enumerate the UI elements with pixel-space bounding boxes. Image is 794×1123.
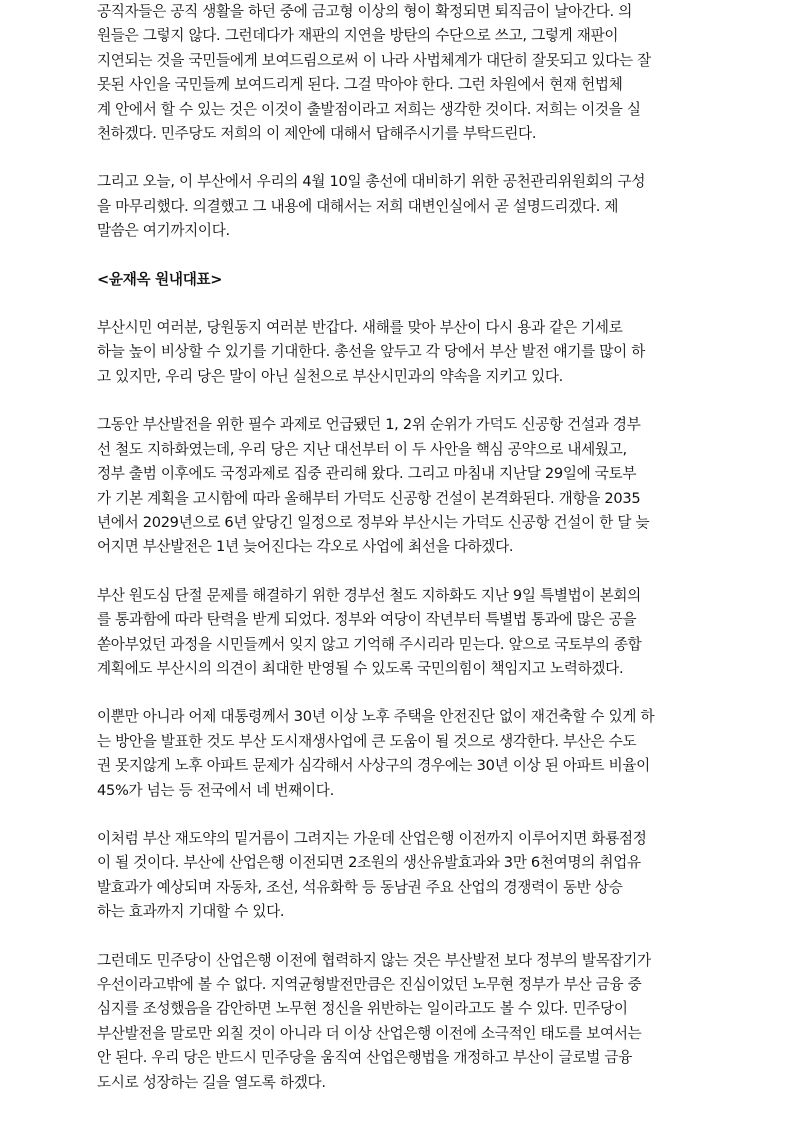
paragraph-gap: [97, 292, 702, 316]
paragraph-railway-underground: 부산 원도심 단절 문제를 해결하기 위한 경부선 철도 지하화도 지난 9일 특별법이 본회의 를 통과함에 따라 탄력을 받게 되었다. 정부와 여당이 작년부터 특별법 통과에 많은 공을 쏟아부었던 과정을 시민들께서 잊지 않고 기억해 주시리라 믿는다. 앞으로 국토부의 종합 계획에도 부산시의 의견이 최대한 반영될 수 있도록 국민의힘이 책임지고 노력하겠다.: [97, 586, 642, 677]
document-page: [97, 0, 702, 1095]
paragraph-democratic-party: 그런데도 민주당이 산업은행 이전에 협력하지 않는 것은 부산발전 보다 정부의 발목잡기가 우선이라고밖에 볼 수 없다. 지역균형발전만큼은 진심이었던 노무현 정부가 부산 금융 중 심지를 조성했음을 감안하면 노무현 정신을 위반하는 일이라고도 볼 수 있다. 민주당이 부산발전을 말로만 외칠 것이 아니라 더 이상 산업은행 이전에 소극적인 태도를 보여서는 안 된다. 우리 당은 반드시 민주당을 움직여 산업은행법을 개정하고 부산이 글로벌 금융 도시로 성장하는 길을 열도록 하겠다.: [97, 951, 651, 1091]
paragraph-greeting: 부산시민 여러분, 당원동지 여러분 반갑다. 새해를 맞아 부산이 다시 용과 같은 기세로 하늘 높이 비상할 수 있기를 기대한다. 총선을 앞두고 각 당에서 부산 발전 얘기를 많이 하 고 있지만, 우리 당은 말이 아닌 실천으로 부산시민과의 약속을 지키고 있다.: [97, 319, 646, 385]
paragraph-development-bank: 이처럼 부산 재도약의 밑거름이 그려지는 가운데 산업은행 이전까지 이루어지면 화룡점정 이 될 것이다. 부산에 산업은행 이전되면 2조원의 생산유발효과와 3만 6천여명의 취업유 발효과가 예상되며 자동차, 조선, 석유화학 등 동남권 주요 산업의 경쟁력이 동반 상승 하는 효과까지 기대할 수 있다.: [97, 829, 647, 921]
section-heading-floor-leader: <윤재옥 원내대표>: [97, 270, 223, 288]
paragraph-gap: [97, 244, 702, 268]
paragraph-gap: [97, 803, 702, 827]
paragraph-nomination-committee: 그리고 오늘, 이 부산에서 우리의 4월 10일 총선에 대비하기 위한 공천관리위원회의 구성 을 마무리했다. 의결했고 그 내용에 대해서는 저희 대변인실에서 곧 설명드리겠다. 제 말씀은 여기까지이다.: [97, 173, 646, 240]
paragraph-reconstruction: 이뿐만 아니라 어제 대통령께서 30년 이상 노후 주택을 안전진단 없이 재건축할 수 있게 하 는 방안을 발표한 것도 부산 도시재생사업에 큰 도움이 될 것으로 생각한다. 부산은 수도 권 못지않게 노후 아파트 문제가 심각해서 사상구의 경우에는 30년 이상 된 아파트 비율이 45%가 넘는 등 전국에서 네 번째이다.: [97, 708, 655, 799]
paragraph-gap: [97, 925, 702, 949]
paragraph-gap: [97, 389, 702, 413]
paragraph-gap: [97, 146, 702, 170]
paragraph-gadeokdo-airport: 그동안 부산발전을 위한 필수 과제로 언급됐던 1, 2위 순위가 가덕도 신공항 건설과 경부 선 철도 지하화였는데, 우리 당은 지난 대선부터 이 두 사안을 핵심 공약으로 내세웠고, 정부 출범 이후에도 국정과제로 집중 관리해 왔다. 그리고 마침내 지난달 29일에 국토부 가 기본 계획을 고시함에 따라 올해부터 가덕도 신공항 건설이 본격화된다. 개항을 2035 년에서 2029년으로 6년 앞당긴 일정으로 정부와 부산시는 가덕도 신공항 건설이 한 달 늦 어지면 부산발전은 1년 늦어진다는 각오로 사업에 최선을 다하겠다.: [97, 416, 650, 556]
paragraph-gap: [97, 560, 702, 584]
paragraph-retirement-pay: 공직자들은 공직 생활을 하던 중에 금고형 이상의 형이 확정되면 퇴직금이 날아간다. 의 원들은 그렇지 않다. 그런데다가 재판의 지연을 방탄의 수단으로 쓰고, 그렇게 재판이 지연되는 것을 국민들에게 보여드림으로써 이 나라 사법체계가 대단히 잘못되고 있다는 잘 못된 사인을 국민들께 보여드리게 된다. 그걸 막아야 한다. 그런 차원에서 현재 헌법체 계 안에서 할 수 있는 것은 이것이 출발점이라고 저희는 생각한 것이다. 저희는 이것을 실 천하겠다. 민주당도 저희의 이 제안에 대해서 답해주시기를 부탁드린다.: [97, 3, 651, 143]
paragraph-gap: [97, 681, 702, 705]
